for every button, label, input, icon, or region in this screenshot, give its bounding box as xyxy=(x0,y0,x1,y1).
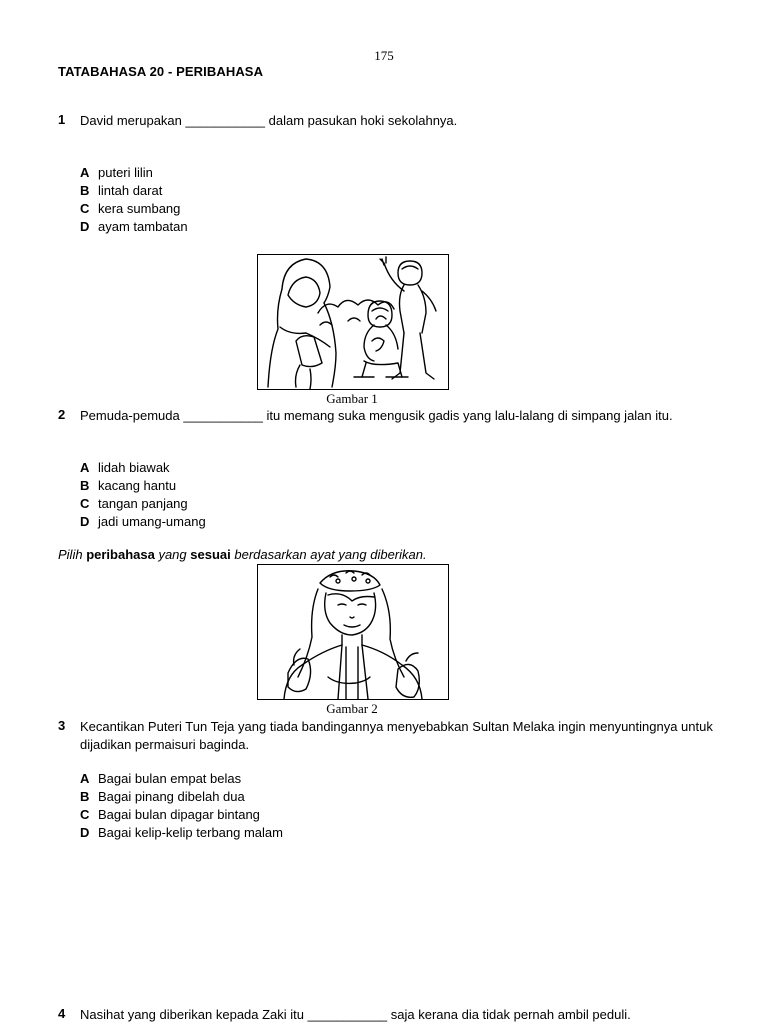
option xyxy=(80,806,283,824)
figure-2-illustration xyxy=(257,564,449,700)
option-letter: C xyxy=(80,201,90,216)
option xyxy=(80,513,206,531)
option-text: Bagai bulan dipagar bintang xyxy=(98,807,260,822)
option-letter: B xyxy=(80,183,90,198)
question-number: 2 xyxy=(58,407,66,422)
option-letter: D xyxy=(80,219,90,234)
instruction-line xyxy=(58,547,427,562)
option xyxy=(80,164,188,182)
option xyxy=(80,824,283,842)
question-text: David merupakan ___________ dalam pasukan hoki sekolahnya. xyxy=(80,113,458,128)
question-number: 1 xyxy=(58,112,66,127)
option xyxy=(80,459,206,477)
figure-2-caption: Gambar 2 xyxy=(326,701,378,716)
instruction-emphasis: sesuai xyxy=(190,547,231,562)
option-letter: A xyxy=(80,165,90,180)
option-letter: D xyxy=(80,825,90,840)
option-text: jadi umang-umang xyxy=(98,514,206,529)
option-text: lintah darat xyxy=(98,183,163,198)
children-scene-image xyxy=(258,255,448,389)
instruction-text: Pilih xyxy=(58,547,87,562)
option-letter: D xyxy=(80,514,90,529)
option xyxy=(80,495,206,513)
option-letter: B xyxy=(80,789,90,804)
instruction-emphasis: peribahasa xyxy=(86,547,155,562)
instruction-text: berdasarkan ayat yang diberikan. xyxy=(230,547,427,562)
options-list xyxy=(80,164,188,236)
option-text: kera sumbang xyxy=(98,201,181,216)
option-letter: A xyxy=(80,771,90,786)
worksheet-title: TATABAHASA 20 - PERIBAHASA xyxy=(58,64,264,79)
instruction-text: yang xyxy=(154,547,191,562)
option-text: ayam tambatan xyxy=(98,219,188,234)
option-text: puteri lilin xyxy=(98,165,153,180)
question-number: 3 xyxy=(58,718,66,733)
option xyxy=(80,182,188,200)
option-letter: C xyxy=(80,496,90,511)
option xyxy=(80,200,188,218)
figure-1-caption: Gambar 1 xyxy=(326,391,378,406)
question-text: Kecantikan Puteri Tun Teja yang tiada bandingannya menyebabkan Sultan Melaka ingin menyuntingnya untuk dijadikan permaisuri baginda. xyxy=(80,719,713,752)
question-text: Pemuda-pemuda ___________ itu memang suka mengusik gadis yang lalu-lalang di simpang jalan itu. xyxy=(80,408,673,423)
question-text: Nasihat yang diberikan kepada Zaki itu ___________ saja kerana dia tidak pernah ambil peduli. xyxy=(80,1007,631,1022)
option-text: Bagai pinang dibelah dua xyxy=(98,789,245,804)
princess-image xyxy=(258,565,448,699)
options-list xyxy=(80,459,206,531)
option xyxy=(80,788,283,806)
option xyxy=(80,770,283,788)
question-number: 4 xyxy=(58,1006,66,1021)
option xyxy=(80,477,206,495)
option-letter: C xyxy=(80,807,90,822)
figure-1-illustration xyxy=(257,254,449,390)
option xyxy=(80,218,188,236)
option-text: tangan panjang xyxy=(98,496,188,511)
page-number: 175 xyxy=(374,48,394,63)
option-letter: A xyxy=(80,460,90,475)
option-text: Bagai bulan empat belas xyxy=(98,771,242,786)
option-text: kacang hantu xyxy=(98,478,177,493)
option-text: Bagai kelip-kelip terbang malam xyxy=(98,825,283,840)
option-letter: B xyxy=(80,478,90,493)
option-text: lidah biawak xyxy=(98,460,170,475)
options-list xyxy=(80,770,283,842)
